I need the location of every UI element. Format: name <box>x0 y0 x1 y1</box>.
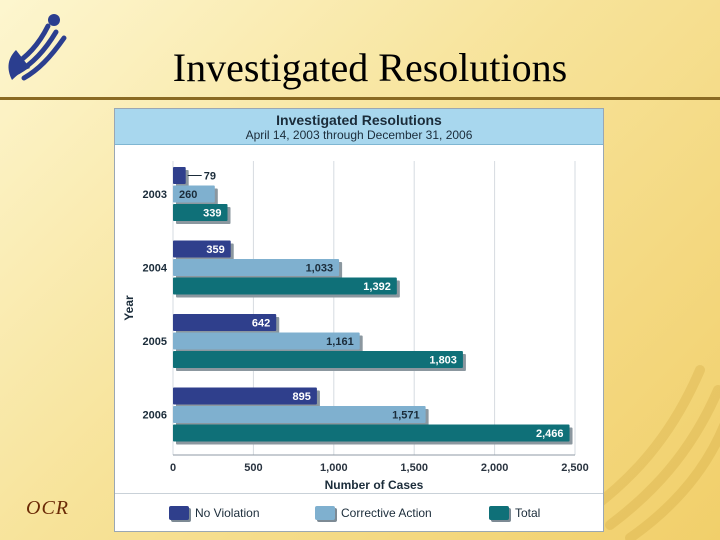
legend-label-total: Total <box>515 506 541 520</box>
slide-title: Investigated Resolutions <box>172 45 568 90</box>
legend-label-no-violation: No Violation <box>195 506 260 520</box>
chart-header <box>115 109 603 145</box>
legend-swatch-no-violation <box>169 506 189 520</box>
footer-ocr-label: OCR <box>26 497 69 519</box>
x-tick-label: 500 <box>244 462 263 474</box>
x-tick-label: 1,500 <box>400 462 428 474</box>
data-label-total: 339 <box>203 207 222 220</box>
legend-label-corrective-action: Corrective Action <box>341 506 432 520</box>
y-category-label: 2004 <box>142 262 167 275</box>
hhs-eagle-logo-icon <box>2 8 74 88</box>
y-category-label: 2005 <box>142 336 167 348</box>
chart-title: Investigated Resolutions <box>276 112 442 128</box>
data-label-no-violation: 895 <box>292 391 311 403</box>
x-tick-label: 1,000 <box>320 462 348 474</box>
data-label-total: 1,803 <box>429 354 457 367</box>
data-label-corrective-action: 260 <box>179 189 198 201</box>
data-label-no-violation: 79 <box>203 170 216 183</box>
data-label-no-violation: 642 <box>251 317 271 330</box>
data-label-total: 1,392 <box>363 281 391 293</box>
x-tick-label: 2,500 <box>561 462 589 474</box>
bar-total <box>173 351 463 368</box>
y-category-label: 2006 <box>142 409 167 422</box>
data-label-corrective-action: 1,161 <box>326 336 354 348</box>
chart-legend <box>115 493 603 531</box>
y-category-label: 2003 <box>142 189 167 201</box>
y-axis-title: Year <box>122 295 136 321</box>
data-label-corrective-action: 1,571 <box>392 409 420 422</box>
bar-no-violation <box>173 167 186 184</box>
x-axis-title: Number of Cases <box>324 478 424 492</box>
x-tick-label: 2,000 <box>480 462 509 474</box>
bar-corrective-action <box>173 406 426 423</box>
legend-swatch-corrective-action <box>315 506 335 520</box>
title-divider <box>0 97 720 100</box>
bar-total <box>173 425 570 442</box>
x-tick-label: 0 <box>169 462 177 474</box>
chart-subtitle: April 14, 2003 through December 31, 2006 <box>245 128 473 142</box>
legend-swatch-total <box>489 506 509 520</box>
bar-chart-plot <box>115 145 603 493</box>
data-label-total: 2,466 <box>536 428 564 440</box>
data-label-corrective-action: 1,033 <box>305 262 334 275</box>
chart-card <box>114 108 604 532</box>
data-label-no-violation: 359 <box>206 244 225 256</box>
